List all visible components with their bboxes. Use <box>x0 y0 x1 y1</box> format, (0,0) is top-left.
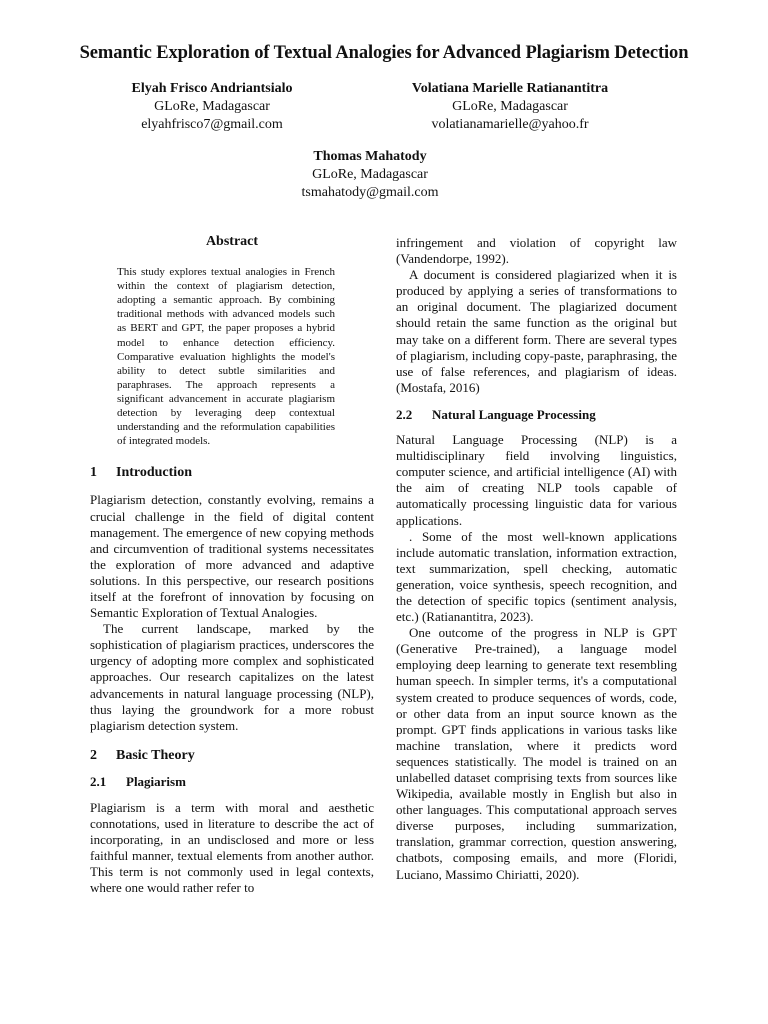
author-name: Elyah Frisco Andriantsialo <box>131 81 293 96</box>
section-number: 2 <box>90 747 97 763</box>
left-column <box>90 234 374 897</box>
author-email: elyahfrisco7@gmail.com <box>141 117 283 132</box>
section-heading-introduction <box>90 465 374 481</box>
author-block-2 <box>380 80 640 134</box>
author-email: tsmahatody@gmail.com <box>301 185 439 200</box>
subsection-number: 2.2 <box>396 406 413 422</box>
subsection-title: Natural Language Processing <box>432 406 596 422</box>
subsection-title: Plagiarism <box>126 773 186 789</box>
subsection-number: 2.1 <box>90 773 107 789</box>
author-name: Thomas Mahatody <box>313 149 427 164</box>
author-affiliation: GLoRe, Madagascar <box>452 99 568 114</box>
paragraph: Natural Language Processing (NLP) is a multidisciplinary field involving linguistics, computer science, and artificial intelligence (AI) with the aim of creating NLP tools capable of automatically processing linguistic data for various applications. <box>396 432 677 528</box>
abstract-text: This study explores textual analogies in French within the context of plagiarism detection, adopting a semantic approach. By combining traditional methods with advanced models such as BERT and GPT, the paper proposes a hybrid model to enhance detection efficiency. Comparative evaluation highlights the model's ability to detect subtle similarities and paraphrases. The approach represents a significant advancement in accurate plagiarism detection by leveraging deep contextual understanding and the reformulation capabilities of integrated models. <box>117 266 335 448</box>
paragraph: The current landscape, marked by the sophistication of plagiarism practices, underscores the urgency of adopting more complex and sophisticated approaches. Our research capitalizes on the latest advancements in natural language processing (NLP), thus laying the groundwork for a more robust plagiarism detection system. <box>90 621 374 733</box>
author-block-3 <box>255 148 485 202</box>
paragraph: . Some of the most well-known applications include automatic translation, information extraction, text summarization, spell checking, automatic generation, voice synthesis, speech recognition, and the detection of specific topics (sentiment analysis, etc.) (Ratianantitra, 2023). <box>396 528 677 625</box>
section-title: Basic Theory <box>116 747 195 763</box>
author-name: Volatiana Marielle Ratianantitra <box>411 81 609 96</box>
section-heading-basic-theory <box>90 748 374 764</box>
author-block-1 <box>92 80 332 134</box>
section-number: 1 <box>90 465 97 481</box>
section-title: Introduction <box>116 465 192 481</box>
subsection-heading-nlp <box>396 407 677 423</box>
right-column <box>396 235 677 883</box>
paragraph: Plagiarism is a term with moral and aesthetic connotations, used in literature to describe the act of incorporating, in an undisclosed and more or less faithful manner, textual elements from another author. This term is not commonly used in legal contexts, where one would rather refer to <box>90 800 374 896</box>
subsection-heading-plagiarism <box>90 774 374 790</box>
author-email: volatianamarielle@yahoo.fr <box>431 117 589 132</box>
author-affiliation: GLoRe, Madagascar <box>312 167 428 182</box>
abstract-heading: Abstract <box>205 234 259 249</box>
paragraph: Plagiarism detection, constantly evolving, remains a crucial challenge in the field of digital content management. The emergence of new copying methods and circumvention of traditional systems necessitates the exploration of more advanced and adaptive solutions. In this perspective, our research positions itself at the forefront of innovation by focusing on Semantic Exploration of Textual Analogies. <box>90 492 374 621</box>
paragraph: One outcome of the progress in NLP is GPT (Generative Pre-trained), a language model employing deep learning to generate text resembling human speech. In simpler terms, it's a computational system created to produce sequences of words, code, or other data from an input source known as the prompt. GPT finds applications in various tasks like machine translation, where it predicts word sequences statistically. The model is trained on an unlabelled dataset comprising texts from sources like Wikipedia, available mostly in English but also in other languages. This computational approach serves diverse purposes, including summarization, translation, grammar correction, question answering, chatbots, composing emails, and more (Floridi, Luciano, Massimo Chiriatti, 2020). <box>396 625 677 882</box>
paragraph: A document is considered plagiarized when it is produced by applying a series of transformations to an original document. The plagiarized document should retain the same function as the original but may take on a different form. There are several types of plagiarism, including copy-paste, paraphrasing, the use of false references, and plagiarism of ideas. (Mostafa, 2016) <box>396 267 677 395</box>
author-affiliation: GLoRe, Madagascar <box>154 99 270 114</box>
paper-title: Semantic Exploration of Textual Analogies for Advanced Plagiarism Detection <box>79 43 689 63</box>
paragraph: infringement and violation of copyright law (Vandendorpe, 1992). <box>396 235 677 267</box>
